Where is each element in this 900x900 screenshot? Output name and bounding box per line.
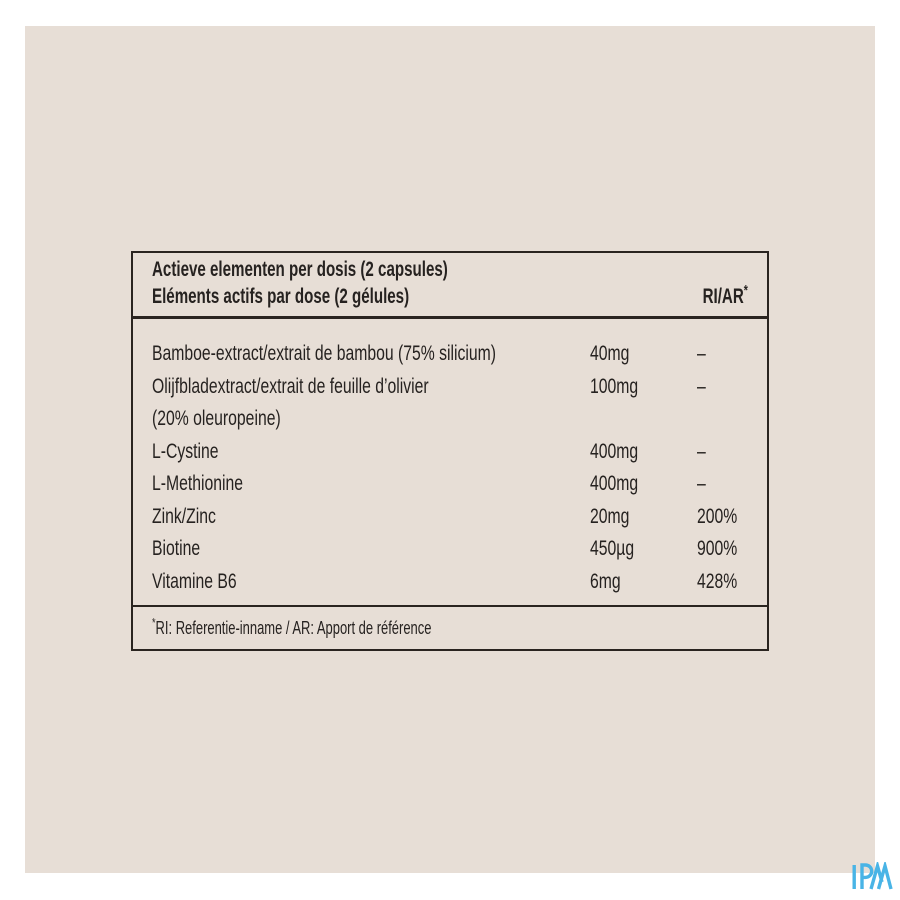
ingredient-name: Bamboe-extract/extrait de bambou (75% silicium) — [152, 342, 497, 366]
ri-value: – — [697, 472, 706, 496]
ingredient-name: L-Cystine — [152, 439, 219, 463]
ri-value: 428% — [697, 569, 738, 593]
ri-value: – — [697, 342, 706, 366]
table-row — [152, 338, 748, 371]
table-body — [133, 319, 767, 605]
ri-value: – — [697, 439, 706, 463]
table-row — [152, 436, 748, 469]
table-title — [152, 256, 563, 310]
table-row-continuation — [152, 403, 748, 436]
ingredient-name: L-Methionine — [152, 472, 244, 496]
footnote-text: RI: Referentie-inname / AR: Apport de référence — [155, 617, 432, 638]
ingredient-name: Olijfbladextract/extrait de feuille d’olivier — [152, 374, 429, 398]
ingredient-amount: 400mg — [590, 439, 639, 463]
table-header — [133, 253, 767, 319]
ingredient-name: Vitamine B6 — [152, 569, 237, 593]
ingredient-name: Zink/Zinc — [152, 504, 216, 528]
ingredient-name-line2: (20% oleuropeine) — [152, 407, 281, 431]
ingredient-amount: 40mg — [590, 342, 630, 366]
ri-ar-asterisk: * — [743, 283, 748, 299]
table-footnote — [133, 605, 767, 649]
ri-value: – — [697, 374, 706, 398]
ipm-logo-letter-p — [862, 865, 872, 889]
ingredient-amount: 6mg — [590, 569, 621, 593]
table-row — [152, 468, 748, 501]
table-title-dutch: Actieve elementen per dosis (2 capsules) — [152, 258, 448, 281]
ipm-logo — [851, 862, 893, 892]
footnote-asterisk: * — [152, 615, 156, 630]
ingredient-name: Biotine — [152, 537, 201, 561]
table-row — [152, 533, 748, 566]
ingredient-amount: 400mg — [590, 472, 639, 496]
ipm-logo-letter-m — [871, 866, 891, 889]
supplement-facts-table — [131, 251, 769, 651]
table-row — [152, 501, 748, 534]
ingredient-amount: 450µg — [590, 537, 635, 561]
ri-value: 900% — [697, 537, 738, 561]
table-row — [152, 566, 748, 599]
ri-ar-column-header — [685, 283, 748, 310]
table-row — [152, 371, 748, 404]
ri-ar-label: RI/AR — [702, 285, 744, 308]
table-title-french: Eléments actifs par dose (2 gélules) — [152, 285, 410, 308]
ri-value: 200% — [697, 504, 738, 528]
ingredient-amount: 100mg — [590, 374, 639, 398]
ingredient-amount: 20mg — [590, 504, 630, 528]
